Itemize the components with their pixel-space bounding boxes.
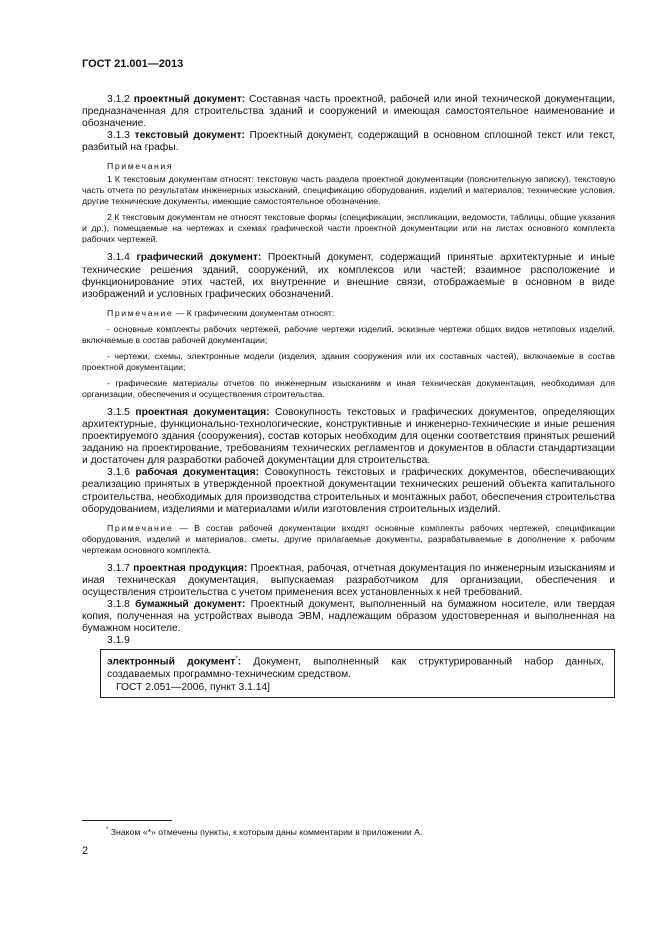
electronic-document-box	[100, 649, 615, 698]
footnote	[106, 827, 422, 837]
footnote-separator	[82, 820, 172, 821]
note-label: Примечание	[107, 522, 174, 533]
note-1: 1 К текстовым документам относят: текстовую часть раздела проектной документации (пояснительную записку), текстовую часть отчета по результатам инженерных изысканий, спецификацию оборудования, изделий и материалов; технические условия, другие технические документы, имеющие самостоятельное обозначение.	[82, 174, 615, 207]
page-number: 2	[82, 845, 89, 857]
clause-number: 3.1.7	[107, 562, 134, 574]
list-item: - графические материалы отчетов по инженерным изысканиям и иная техническая документация, необходимая для организации, обеспечения и осуществления строительства.	[82, 377, 615, 399]
clause-number: 3.1.2	[107, 94, 134, 105]
clause-3-1-8	[82, 599, 615, 635]
document-body	[82, 94, 615, 698]
clause-3-1-4	[82, 252, 615, 300]
term: текстовый документ:	[134, 130, 245, 142]
clause-number: 3.1.4	[107, 252, 137, 264]
note-text: — К графическим документам относят:	[173, 307, 335, 318]
term: бумажный документ:	[135, 598, 246, 610]
source-reference: ГОСТ 2.051—2006, пункт 3.1.14]	[116, 681, 271, 693]
clause-3-1-9	[107, 653, 604, 681]
term-colon: :	[237, 656, 242, 668]
clause-3-1-2	[82, 94, 615, 130]
note-text: — В состав рабочей документации входят основные комплекты рабочих чертежей, спецификации оборудования, изделий и материалов, сметы, другие прилагаемые документы, разрабатываемые в дополнение к рабочим чертежам основного комплекта.	[82, 522, 615, 555]
term: электронный документ	[107, 656, 236, 668]
clause-3-1-9-number: 3.1.9	[107, 635, 130, 647]
note-label: Примечание	[107, 307, 174, 318]
definition: Составная часть проектной, рабочей или иной технической документации, предназначенная для строительства зданий и сооружений и имеющая самостоятельное наименование и обозначение.	[82, 94, 615, 130]
footnote-mark: *	[106, 827, 109, 834]
clause-number: 3.1.8	[107, 598, 136, 610]
definition: Документ, выполненный как структурированный набор данных, создаваемых программно-техническим средством.	[107, 656, 604, 680]
footnote-text: Знаком «*» отмечены пункты, к которым даны комментарии в приложении А.	[108, 827, 423, 837]
term: проектная документация:	[135, 406, 270, 418]
clause-3-1-5	[82, 407, 615, 467]
clause-3-1-7	[82, 563, 615, 599]
comment-mark: *	[235, 656, 238, 663]
term: графический документ:	[136, 252, 262, 264]
note-graphic-intro	[82, 308, 615, 319]
list-item: - чертежи, схемы, электронные модели (изделия, здания сооружения или их составных частей), включаемые в состав проектной документации;	[82, 350, 615, 372]
clause-number: 3.1.5	[107, 406, 136, 418]
term: рабочая документация:	[135, 467, 260, 479]
clause-3-1-6	[82, 467, 615, 515]
note-working-docs	[82, 523, 615, 556]
definition: Проектная, рабочая, отчетная документация по инженерным изысканиям и иная техническая документация, выпускаемая разработчиком для организации, обеспечения и осуществления строительства с учетом применения всех установленных к ней требований.	[82, 562, 616, 598]
standard-header: ГОСТ 21.001—2013	[82, 58, 184, 70]
clause-3-1-3	[82, 130, 615, 154]
note-2: 2 К текстовым документам не относят текстовые формы (спецификации, экспликации, ведомости, таблицы, общие указания и др.), помещаемые на чертежах и схемах графической части проектной документации или на листах основного комплекта рабочих чертежей.	[82, 212, 615, 245]
term: проектная продукция:	[133, 562, 248, 574]
definition: Проектный документ, содержащий в основном сплошной текст или текст, разбитый на графы.	[82, 130, 616, 154]
definition: Проектный документ, выполненный на бумажном носителе, или твердая копия, полученная на устройствах вывода ЭВМ, надлежащим образом удостоверенная и выполненная на бумажном носителе.	[82, 598, 615, 635]
clause-number: 3.1.6	[107, 467, 136, 479]
term: проектный документ:	[133, 94, 246, 105]
notes-title: Примечания	[107, 161, 174, 172]
clause-number: 3.1.3	[107, 130, 135, 142]
definition: Совокупность текстовых и графических документов, обеспечивающих реализацию принятых в утвержденной проектной документации технических решений объекта капитального строительства, необходимых для производства строительных и монтажных работ, обеспечения строительства оборудованием, изделиями и материалами и/или изготовления строительных изделий.	[82, 467, 616, 515]
definition: Совокупность текстовых и графических документов, определяющих архитектурные, функционально-технологические, конструктивные и инженерно-технические и иные решения проектируемого здания (сооружения), состав которых необходим для оценки соответствия принятых решений заданию на проектирование, требованиям технических регламентов и документов в области стандартизации и достаточен для разработки рабочей документации для строительства.	[82, 406, 615, 467]
list-item: - основные комплекты рабочих чертежей, рабочие чертежи изделий, эскизные чертежи общих видов нетиповых изделий, включаемые в состав рабочей документации;	[82, 323, 615, 345]
definition: Проектный документ, содержащий принятые архитектурные и иные технические решения зданий, сооружений, их комплексов или частей; взаимное расположение и функционирование этих частей, их внутренние и внешние связи, отображаемые в основном в виде изображений и условных графических обозначений.	[82, 252, 615, 300]
